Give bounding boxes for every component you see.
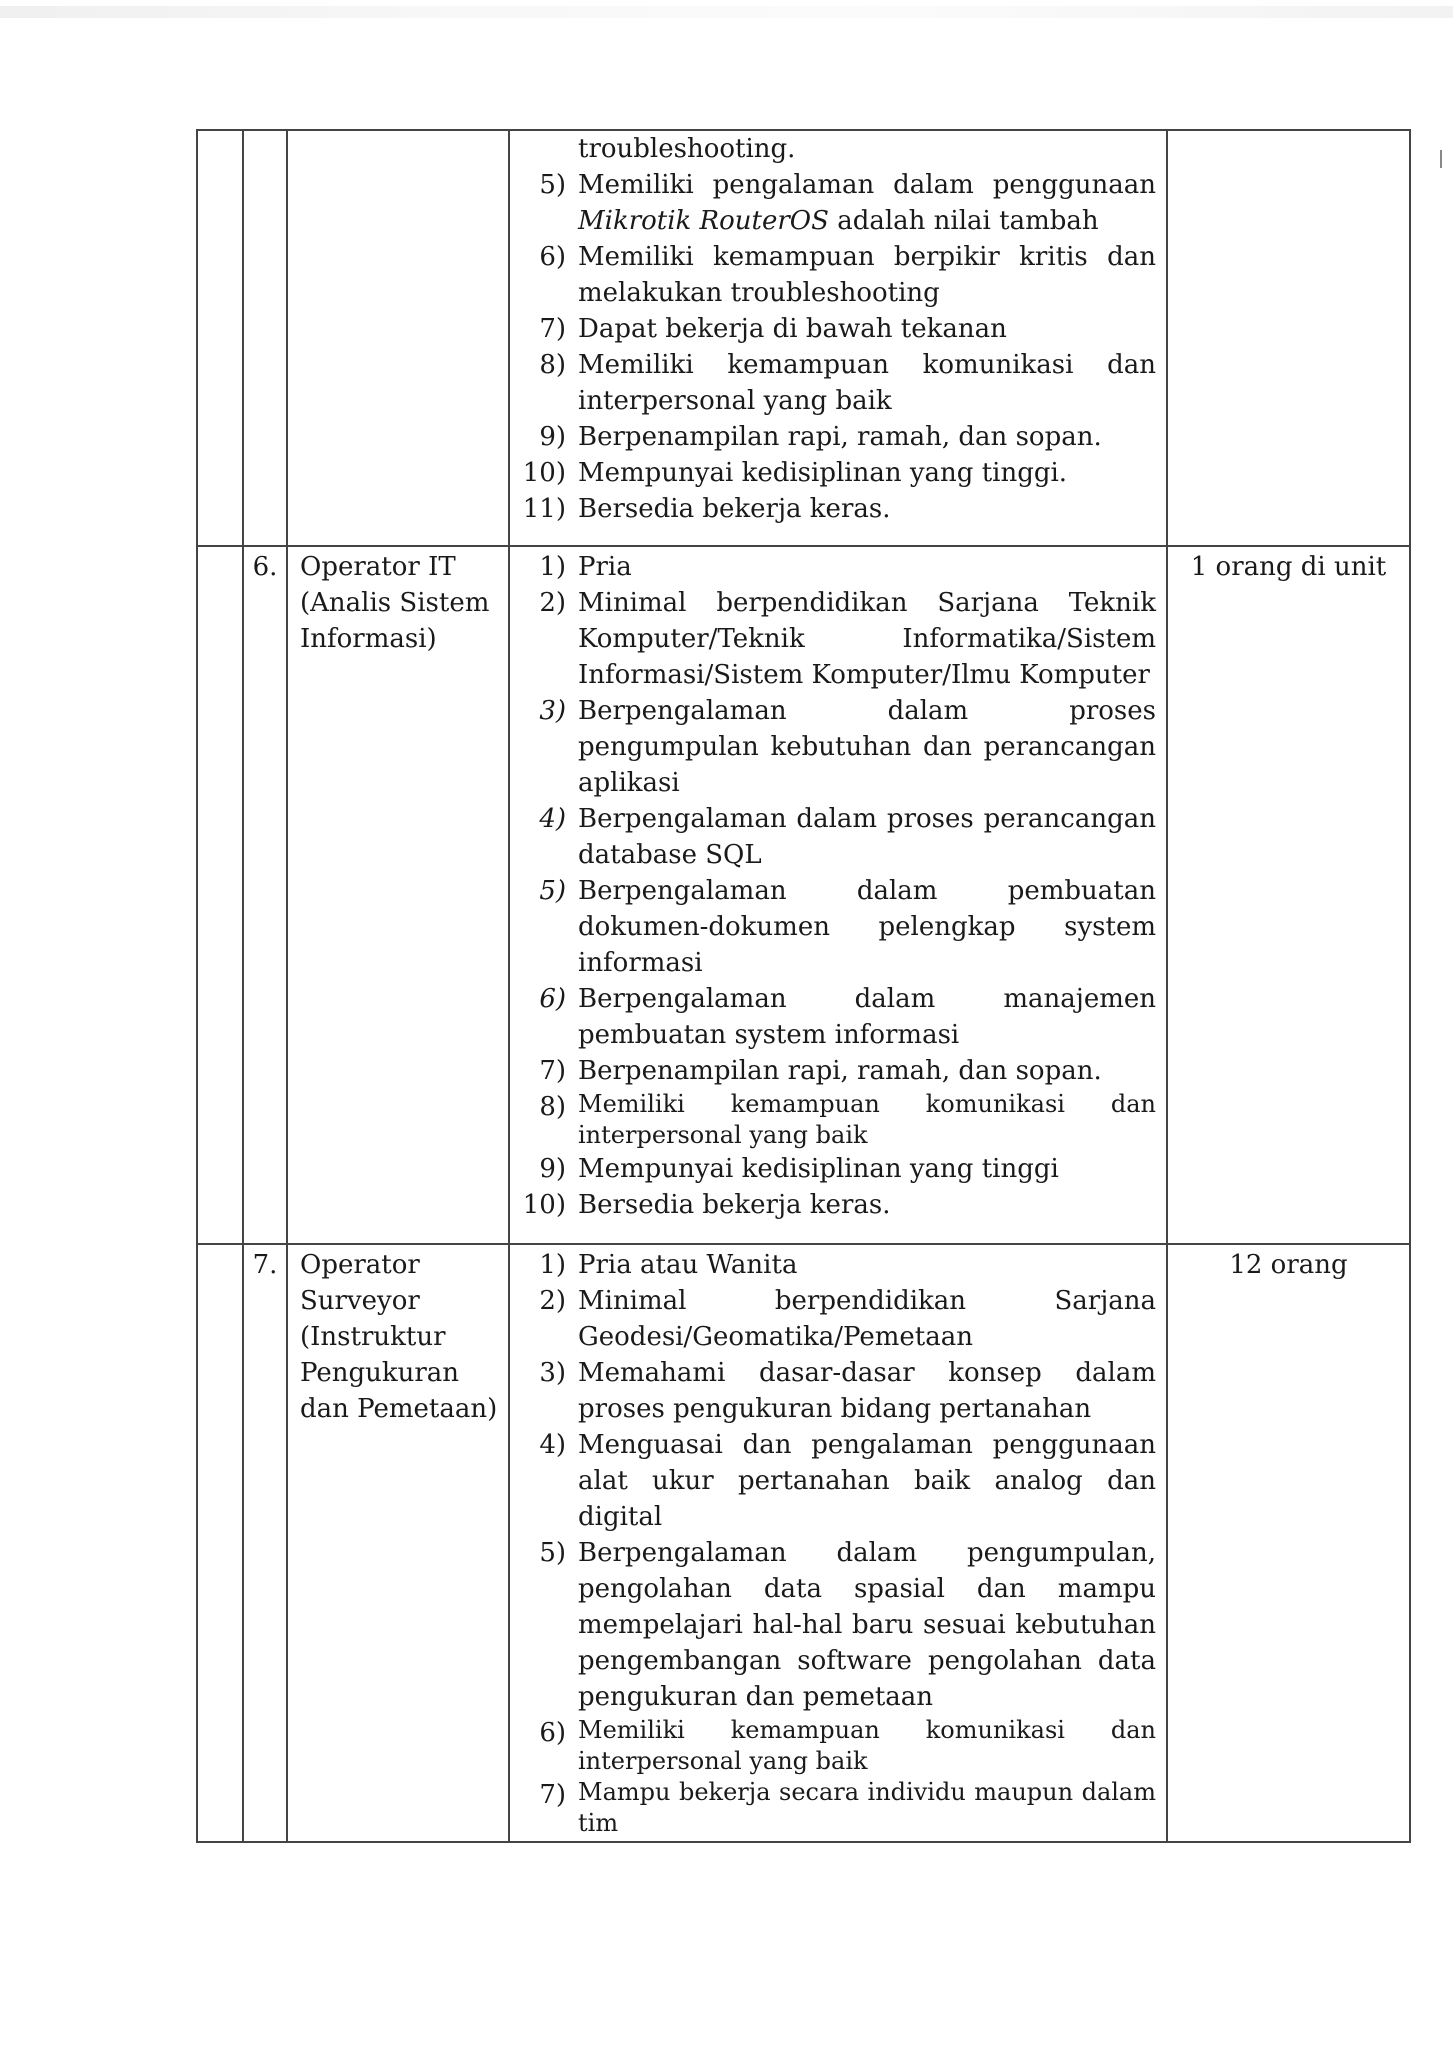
requirements-cell <box>509 546 1167 1244</box>
margin-cell <box>197 130 243 546</box>
item-number: 6) <box>539 242 566 272</box>
list-item <box>510 1535 1156 1715</box>
quantity-cell: 1 orang di unit <box>1167 546 1410 1244</box>
item-text: Berpengalaman dalam proses perancangan database SQL <box>578 804 1156 870</box>
quantity-cell: 12 orang <box>1167 1244 1410 1842</box>
item-number: 10) <box>522 458 566 488</box>
position-line: Pengukuran <box>300 1358 460 1388</box>
list-item <box>510 1151 1156 1187</box>
list-item <box>510 981 1156 1053</box>
table-row <box>197 130 1410 546</box>
item-number: 2) <box>539 1286 566 1316</box>
table-row <box>197 1244 1410 1842</box>
item-number: 7) <box>539 314 566 344</box>
item-text: Pria atau Wanita <box>578 1250 798 1280</box>
position-line: (Instruktur <box>300 1322 446 1352</box>
list-item <box>510 167 1156 239</box>
margin-cell <box>197 1244 243 1842</box>
item-text: Memiliki kemampuan komunikasi dan interpersonal yang baik <box>578 350 1156 416</box>
item-text: Mampu bekerja secara individu maupun dalam tim <box>578 1778 1156 1837</box>
item-number: 6) <box>539 1718 566 1748</box>
item-text: Mempunyai kedisiplinan yang tinggi <box>578 1154 1059 1184</box>
item-number: 3) <box>539 1358 566 1388</box>
scan-mark <box>1440 150 1442 168</box>
list-item <box>510 1355 1156 1427</box>
requirements-cell <box>509 1244 1167 1842</box>
list-item <box>510 455 1156 491</box>
item-text: Minimal berpendidikan Sarjana Teknik Komputer/Teknik Informatika/Sistem Informasi/Sistem Komputer/Ilmu Komputer <box>578 588 1156 690</box>
item-number: 5) <box>539 170 566 200</box>
scan-artifact <box>0 6 1453 18</box>
requirements-table <box>196 129 1411 1843</box>
list-item <box>510 1777 1156 1839</box>
product-name: Mikrotik RouterOS <box>578 206 829 236</box>
item-text: Dapat bekerja di bawah tekanan <box>578 314 1007 344</box>
item-text: Memiliki kemampuan berpikir kritis dan melakukan troubleshooting <box>578 242 1156 308</box>
list-item <box>510 419 1156 455</box>
list-item <box>510 801 1156 873</box>
item-number: 9) <box>539 422 566 452</box>
item-text: Berpengalaman dalam pembuatan dokumen-dokumen pelengkap system informasi <box>578 876 1156 978</box>
item-number: 6) <box>539 984 566 1014</box>
list-item <box>510 1089 1156 1151</box>
list-item <box>510 1053 1156 1089</box>
position-cell <box>287 1244 509 1842</box>
list-item <box>510 1283 1156 1355</box>
item-number: 5) <box>539 1538 566 1568</box>
item-text: Minimal berpendidikan Sarjana Geodesi/Geomatika/Pemetaan <box>578 1286 1156 1352</box>
item-number: 8) <box>539 1092 566 1122</box>
position-line: Operator <box>300 1250 420 1280</box>
list-item <box>510 239 1156 311</box>
position-cell <box>287 546 509 1244</box>
position-line: Surveyor <box>300 1286 420 1316</box>
item-text: Mempunyai kedisiplinan yang tinggi. <box>578 458 1068 488</box>
item-number: 10) <box>522 1190 566 1220</box>
item-text: Berpengalaman dalam pengumpulan, pengolahan data spasial dan mampu mempelajari hal-hal baru sesuai kebutuhan pengembangan software pengolahan data pengukuran dan pemetaan <box>578 1538 1156 1712</box>
item-number: 9) <box>539 1154 566 1184</box>
position-line: Informasi) <box>300 624 437 654</box>
item-text: Menguasai dan pengalaman penggunaan alat ukur pertanahan baik analog dan digital <box>578 1430 1156 1532</box>
item-number: 4) <box>539 1430 566 1460</box>
item-text: Berpengalaman dalam proses pengumpulan kebutuhan dan perancangan aplikasi <box>578 696 1156 798</box>
list-item <box>510 491 1156 527</box>
position-cell <box>287 130 509 546</box>
item-number: 11) <box>522 494 566 524</box>
item-text: Berpenampilan rapi, ramah, dan sopan. <box>578 422 1102 452</box>
item-number: 2) <box>539 588 566 618</box>
item-text: Berpengalaman dalam manajemen pembuatan system informasi <box>578 984 1156 1050</box>
item-number: 7) <box>539 1056 566 1086</box>
list-item <box>510 347 1156 419</box>
item-text: Memiliki pengalaman dalam penggunaan Mikrotik RouterOS adalah nilai tambah <box>578 170 1156 236</box>
item-number: 4) <box>539 804 566 834</box>
row-number: 6. <box>243 546 287 1244</box>
row-number <box>243 130 287 546</box>
margin-cell <box>197 546 243 1244</box>
list-item <box>510 1247 1156 1283</box>
item-text: Memiliki kemampuan komunikasi dan interpersonal yang baik <box>578 1090 1156 1149</box>
item-number: 1) <box>539 552 566 582</box>
requirements-cell <box>509 130 1167 546</box>
item-text: Bersedia bekerja keras. <box>578 494 891 524</box>
list-item <box>510 693 1156 801</box>
item-number: 5) <box>539 876 566 906</box>
list-item <box>510 549 1156 585</box>
list-item <box>510 873 1156 981</box>
quantity-cell <box>1167 130 1410 546</box>
position-line: dan Pemetaan) <box>300 1394 498 1424</box>
list-item <box>510 1187 1156 1223</box>
item-number: 8) <box>539 350 566 380</box>
item-number: 7) <box>539 1780 566 1810</box>
list-item <box>510 1427 1156 1535</box>
item-text: Memiliki kemampuan komunikasi dan interpersonal yang baik <box>578 1716 1156 1775</box>
list-item <box>510 585 1156 693</box>
position-line: (Analis Sistem <box>300 588 490 618</box>
item-text: Memahami dasar-dasar konsep dalam proses pengukuran bidang pertanahan <box>578 1358 1156 1424</box>
table-row <box>197 546 1410 1244</box>
list-item <box>510 1715 1156 1777</box>
item-number: 3) <box>539 696 566 726</box>
item-text: Berpenampilan rapi, ramah, dan sopan. <box>578 1056 1102 1086</box>
item-number: 1) <box>539 1250 566 1280</box>
item-text: Bersedia bekerja keras. <box>578 1190 891 1220</box>
item-text: Pria <box>578 552 632 582</box>
position-line: Operator IT <box>300 552 456 582</box>
continued-line: troubleshooting. <box>578 134 796 164</box>
row-number: 7. <box>243 1244 287 1842</box>
list-item <box>510 311 1156 347</box>
